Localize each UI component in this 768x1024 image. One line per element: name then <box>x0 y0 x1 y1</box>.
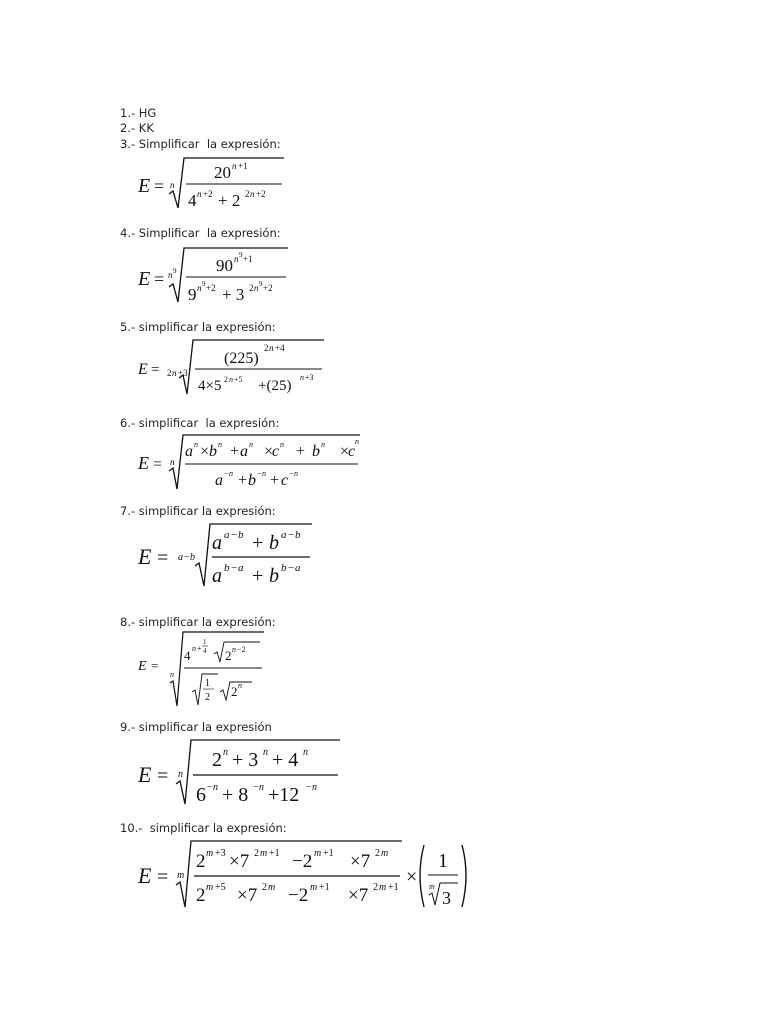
svg-text:b: b <box>190 552 195 563</box>
svg-text:6: 6 <box>196 784 206 806</box>
svg-text:m: m <box>314 848 322 859</box>
svg-text:n: n <box>269 343 274 353</box>
svg-text:(225): (225) <box>224 350 259 367</box>
svg-text:m: m <box>268 882 276 893</box>
svg-text:+2: +2 <box>263 283 273 293</box>
svg-text:−: − <box>207 782 213 793</box>
svg-text:n: n <box>249 440 253 449</box>
svg-text:20: 20 <box>214 163 231 182</box>
svg-text:+: + <box>197 644 202 653</box>
svg-text:2: 2 <box>245 189 250 199</box>
svg-text:a: a <box>178 552 183 563</box>
svg-text:−: − <box>288 562 295 574</box>
svg-text:−2: −2 <box>237 645 246 654</box>
svg-text:1: 1 <box>205 678 210 689</box>
svg-text:−2: −2 <box>288 885 309 906</box>
svg-text:×7: ×7 <box>237 885 258 906</box>
svg-text:+: + <box>270 472 280 489</box>
svg-text:=: = <box>151 658 159 673</box>
svg-text:n: n <box>197 189 202 199</box>
svg-text:n: n <box>170 457 175 467</box>
svg-text:=: = <box>153 456 163 473</box>
svg-text:n: n <box>232 161 237 171</box>
svg-text:4×5: 4×5 <box>198 378 222 394</box>
svg-text:+1: +1 <box>269 848 280 859</box>
item-4-heading: 4.- Simplificar la expresión: <box>120 226 281 240</box>
item-3-heading: 3.- Simplificar la expresión: <box>120 137 281 151</box>
svg-text:b: b <box>312 443 320 460</box>
svg-text:n: n <box>229 469 233 478</box>
equation-6 <box>136 431 366 498</box>
svg-text:+: + <box>238 472 248 489</box>
svg-text:=: = <box>157 866 169 888</box>
svg-text:c: c <box>272 443 280 460</box>
svg-text:−: − <box>224 469 229 478</box>
equation-4 <box>136 242 316 313</box>
svg-text:a: a <box>212 565 222 587</box>
svg-text:−: − <box>253 782 259 793</box>
svg-text:n: n <box>259 782 264 793</box>
svg-text:2: 2 <box>231 684 238 699</box>
svg-text:+: + <box>296 443 306 460</box>
svg-text:n: n <box>229 375 233 384</box>
svg-text:n: n <box>238 681 242 690</box>
svg-text:a: a <box>281 529 287 541</box>
svg-text:+(25): +(25) <box>258 378 292 394</box>
svg-text:n: n <box>170 670 174 679</box>
svg-text:a: a <box>224 529 230 541</box>
svg-text:×: × <box>200 443 210 460</box>
svg-text:+: + <box>252 532 264 554</box>
svg-text:n: n <box>321 440 325 449</box>
svg-text:E: E <box>138 863 152 888</box>
svg-text:E: E <box>138 361 148 378</box>
svg-text:b: b <box>224 562 230 574</box>
svg-text:+3: +3 <box>215 848 226 859</box>
svg-text:90: 90 <box>216 256 233 275</box>
svg-text:+2: +2 <box>203 189 213 199</box>
svg-text:a: a <box>215 472 223 489</box>
svg-text:n: n <box>355 437 359 446</box>
svg-text:+1: +1 <box>319 882 330 893</box>
svg-text:=: = <box>154 269 165 289</box>
svg-text:2: 2 <box>262 882 267 893</box>
equation-9 <box>136 736 356 813</box>
svg-text:n: n <box>234 254 239 264</box>
svg-text:n: n <box>178 769 183 780</box>
svg-text:a: a <box>240 443 248 460</box>
svg-text:m: m <box>379 882 387 893</box>
svg-text:+3: +3 <box>305 373 314 382</box>
svg-text:×: × <box>406 866 418 888</box>
svg-text:+2: +2 <box>206 283 216 293</box>
svg-text:+1: +1 <box>243 254 253 264</box>
svg-text:E: E <box>138 175 151 197</box>
svg-text:×7: ×7 <box>348 885 369 906</box>
svg-text:−: − <box>289 469 294 478</box>
svg-text:n: n <box>300 373 304 382</box>
svg-text:9: 9 <box>188 285 197 304</box>
svg-text:+5: +5 <box>234 375 243 384</box>
svg-text:+ 3: + 3 <box>222 285 245 304</box>
svg-text:b: b <box>295 529 301 541</box>
svg-text:b: b <box>238 529 244 541</box>
svg-text:1: 1 <box>438 850 448 872</box>
svg-text:=: = <box>154 176 165 196</box>
equation-8 <box>136 630 276 717</box>
svg-text:+2: +2 <box>256 189 266 199</box>
svg-text:=: = <box>157 547 169 569</box>
equation-7 <box>136 520 326 595</box>
svg-text:c: c <box>281 472 289 489</box>
svg-text:+3: +3 <box>178 368 188 378</box>
svg-text:+1: +1 <box>388 882 399 893</box>
svg-text:E: E <box>138 762 152 787</box>
svg-text:4: 4 <box>203 647 207 655</box>
svg-text:×7: ×7 <box>350 851 371 872</box>
svg-text:E: E <box>138 268 151 290</box>
svg-text:n: n <box>223 747 228 758</box>
item-2: 2.- KK <box>120 121 154 135</box>
svg-text:=: = <box>151 362 160 378</box>
svg-text:c: c <box>348 443 356 460</box>
svg-text:m: m <box>206 882 214 893</box>
svg-text:m: m <box>310 882 318 893</box>
svg-text:n: n <box>172 368 177 378</box>
item-5-heading: 5.- simplificar la expresión: <box>120 320 276 334</box>
svg-text:2: 2 <box>264 343 269 353</box>
svg-text:×: × <box>264 443 274 460</box>
svg-text:n: n <box>294 469 298 478</box>
svg-text:×: × <box>340 443 350 460</box>
svg-text:E: E <box>138 453 149 473</box>
svg-text:×7: ×7 <box>229 851 250 872</box>
svg-text:9: 9 <box>239 251 243 259</box>
svg-text:n: n <box>194 440 198 449</box>
svg-text:2: 2 <box>254 848 259 859</box>
svg-text:n: n <box>192 644 196 653</box>
svg-text:b: b <box>269 532 279 554</box>
svg-text:n: n <box>263 747 268 758</box>
svg-text:2: 2 <box>167 368 172 378</box>
svg-text:+ 4: + 4 <box>272 749 299 771</box>
svg-text:4: 4 <box>188 191 197 210</box>
svg-text:n: n <box>218 440 222 449</box>
svg-text:+4: +4 <box>275 343 285 353</box>
svg-text:E: E <box>138 659 147 674</box>
item-6-heading: 6.- simplificar la expresión: <box>120 416 280 430</box>
item-10-heading: 10.- simplificar la expresión: <box>120 821 287 835</box>
svg-text:n: n <box>197 283 202 293</box>
svg-text:+12: +12 <box>268 784 300 806</box>
svg-text:+1: +1 <box>238 161 248 171</box>
svg-text:n: n <box>312 782 317 793</box>
svg-text:2: 2 <box>196 851 206 872</box>
svg-text:2: 2 <box>225 648 232 663</box>
item-8-heading: 8.- simplificar la expresión: <box>120 615 276 629</box>
svg-text:n: n <box>303 747 308 758</box>
svg-text:a: a <box>238 562 244 574</box>
svg-text:m: m <box>177 870 185 881</box>
item-1: 1.- HG <box>120 106 157 120</box>
svg-text:2: 2 <box>224 375 228 384</box>
svg-text:9: 9 <box>173 267 177 275</box>
svg-text:=: = <box>157 765 169 787</box>
svg-text:+: + <box>252 565 264 587</box>
svg-text:n: n <box>168 270 173 280</box>
svg-text:1: 1 <box>203 638 207 646</box>
svg-text:n: n <box>232 645 236 654</box>
svg-text:+ 2: + 2 <box>218 191 241 210</box>
svg-text:−2: −2 <box>292 851 313 872</box>
item-7-heading: 7.- simplificar la expresión: <box>120 504 276 518</box>
svg-text:2: 2 <box>375 848 380 859</box>
svg-text:m: m <box>429 882 435 891</box>
svg-text:b: b <box>209 443 217 460</box>
svg-text:2: 2 <box>373 882 378 893</box>
equation-10 <box>136 837 476 918</box>
svg-text:m: m <box>206 848 214 859</box>
svg-text:2: 2 <box>212 749 222 771</box>
svg-text:2: 2 <box>249 283 254 293</box>
svg-text:3: 3 <box>442 888 451 908</box>
svg-text:9: 9 <box>202 280 206 288</box>
equation-5 <box>136 336 336 407</box>
svg-text:−: − <box>231 529 238 541</box>
svg-text:4: 4 <box>184 648 191 663</box>
svg-text:+ 8: + 8 <box>222 784 249 806</box>
svg-text:b: b <box>269 565 279 587</box>
svg-text:b: b <box>248 472 256 489</box>
svg-text:a: a <box>212 532 222 554</box>
svg-text:E: E <box>138 544 152 569</box>
svg-text:b: b <box>281 562 287 574</box>
svg-text:−: − <box>306 782 312 793</box>
svg-text:2: 2 <box>196 885 206 906</box>
svg-text:+: + <box>230 443 240 460</box>
svg-text:9: 9 <box>259 280 263 288</box>
equation-3 <box>136 150 316 221</box>
svg-text:m: m <box>260 848 268 859</box>
svg-text:−: − <box>184 552 190 563</box>
svg-text:−: − <box>288 529 295 541</box>
svg-text:a: a <box>185 443 193 460</box>
svg-text:+5: +5 <box>215 882 226 893</box>
svg-text:n: n <box>262 469 266 478</box>
svg-text:n: n <box>280 440 284 449</box>
svg-text:n: n <box>254 283 259 293</box>
svg-text:m: m <box>381 848 389 859</box>
svg-text:−: − <box>231 562 238 574</box>
svg-text:n: n <box>213 782 218 793</box>
svg-text:n: n <box>250 189 255 199</box>
svg-text:2: 2 <box>205 692 210 703</box>
svg-text:+ 3: + 3 <box>232 749 259 771</box>
svg-text:n: n <box>170 180 175 190</box>
item-9-heading: 9.- simplificar la expresión <box>120 720 272 734</box>
svg-text:−: − <box>257 469 262 478</box>
svg-text:a: a <box>295 562 301 574</box>
svg-text:+1: +1 <box>323 848 334 859</box>
